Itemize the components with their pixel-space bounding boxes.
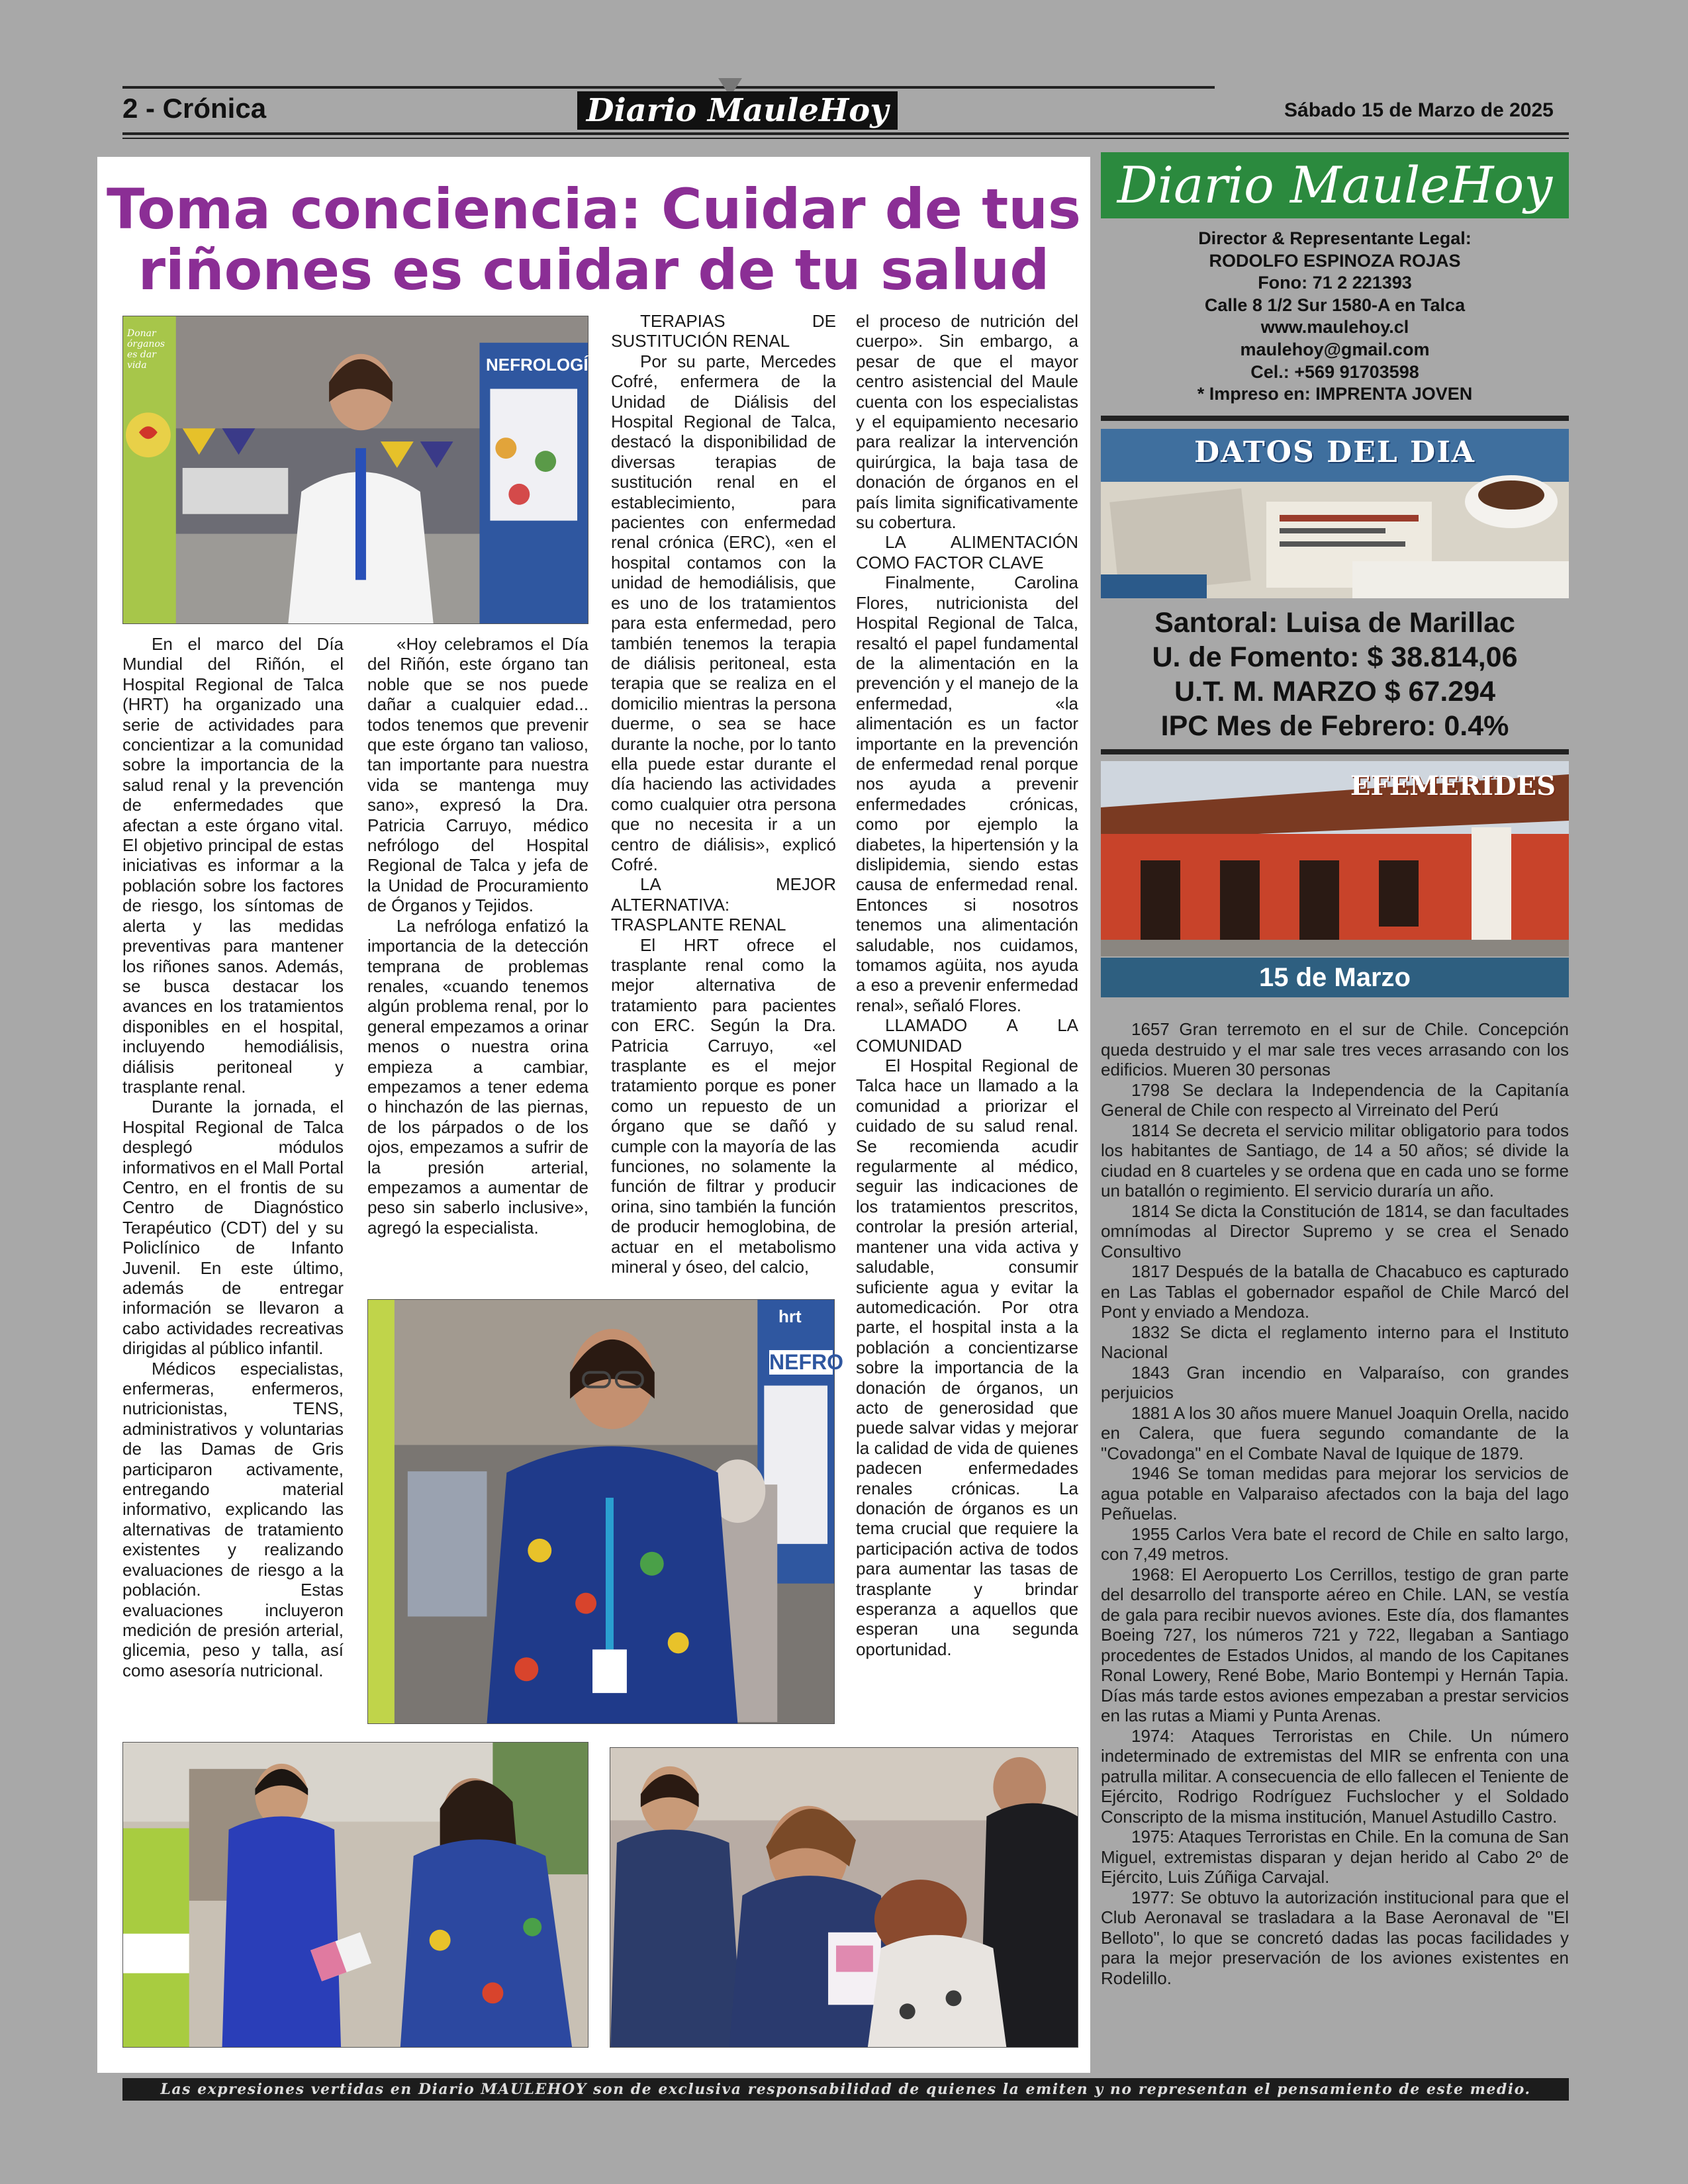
article-paragraph: El HRT ofrece el trasplante renal como la mejor alternativa de tratamiento para pacientes con ERC. Según la Dra. Patricia Carruyo, «el trasplante es el mejor tratamiento porque es poner como un repuesto de un órgano que se dañó y cumple con la mayoría de las funciones, no solamente la función de filtrar y producir orina, sino también la función de producir hemoglobina, de actuar en el metabolismo mineral y óseo, del calcio, xyxy=(611,934,836,1277)
sidebar-rule xyxy=(1101,749,1569,754)
header-rule-bottom-thin xyxy=(122,138,1569,139)
stat-uf: U. de Fomento: $ 38.814,06 xyxy=(1152,641,1518,673)
article-column-1 xyxy=(122,634,344,1680)
contact-line: Calle 8 1/2 Sur 1580-A en Talca xyxy=(1204,295,1466,315)
efemeride-item: 1968: El Aeropuerto Los Cerrillos, testigo de gran parte del desarrollo del transporte aéreo en Chile. LAN, se vestía de gala para recibir nuevos aviones. Este día, dos flamantes Boeing 727, los números 721 y 722, llegaban a Santiago procedentes de Estados Unidos, al mando de los Capitanes Ronal Lowery, René Bobe, Mario Bontempi y Hernán Tapia. Días más tarde estos aviones empezaban a prestar servicios en las rutas a Miami y Punta Arenas. xyxy=(1101,1564,1569,1725)
datos-del-dia-banner xyxy=(1101,429,1569,598)
article-paragraph: En el marco del Día Mundial del Riñón, el Hospital Regional de Talca (HRT) ha organizado una serie de actividades para concientizar a la comunidad sobre la importancia de la salud renal y la prevención de enfermedades que afectan a este órgano vital. El objetivo principal de estas iniciativas es informar a la población sobre los factores de riesgo, los síntomas de alerta y las medidas preventivas para mantener los riñones sanos. Además, se busca destacar los avances en los tratamientos disponibles en el hospital, incluyendo hemodiálisis, diálisis peritoneal y trasplante renal. xyxy=(122,634,344,1097)
efemeride-item: 1817 Después de la batalla de Chacabuco es capturado en Las Tablas el gobernador español de Chile Marcó del Pont y enviado a Mendoza. xyxy=(1101,1261,1569,1322)
article-paragraph: Durante la jornada, el Hospital Regional de Talca desplegó módulos informativos en el Mall Portal Centro, en el frontis de su Centro de Diagnóstico Terapéutico (CDT) del y su Policlínico de Infanto Juvenil. En este último, además de entregar información se llevaron a cabo actividades recreativas dirigidas al público infantil. xyxy=(122,1097,344,1359)
photo-risk-evaluation xyxy=(610,1747,1078,2048)
article-paragraph: El Hospital Regional de Talca hace un llamado a la comunidad a priorizar el cuidado de su salud renal. Se recomienda acudir regularmente al médico, seguir las indicaciones de los tratamientos prescritos, controlar la presión arterial, mantener una vida activa y saludable, consumir suficiente agua y evitar la automedicación. Por otra parte, el hospital insta a la población a concientizarse sobre la importancia de la donación de órganos, un acto de generosidad que puede salvar vidas y mejorar la calidad de vida de quienes padecen enfermedades renales crónicas. La donación de órganos es un tema crucial que requiere la participación activa de todos para aumentar las tasas de trasplante y brindar esperanza a aquellos que esperan una segunda oportunidad. xyxy=(856,1056,1078,1659)
photo-banner-text: NEFRO xyxy=(769,1350,843,1374)
article-paragraph: el proceso de nutrición del cuerpo». Sin embargo, a pesar de que el mayor centro asistencial del Maule cuenta con los especialistas y el equipamiento necesario para realizar la intervención quirúrgica, la baja tasa de donación de órganos en el país limita significativamente su cobertura. xyxy=(856,311,1078,533)
article-subheading: TERAPIAS DE SUSTITUCIÓN RENAL xyxy=(611,311,836,351)
article-paragraph: Por su parte, Mercedes Cofré, enfermera de la Unidad de Diálisis del Hospital Regional de Talca, destacó la disponibilidad de diversas terapias de sustitución renal en el establecimiento, para pacientes con enfermedad renal crónica (ERC), «en el hospital contamos con la unidad de hemodiálisis, que es uno de los tratamientos para esta enfermedad, pero también tenemos la terapia de diálisis peritoneal, esta terapia que se realiza en el domicilio mientras la persona duerme, o sea se hace durante la noche, por lo tanto ella puede estar durante el día haciendo las actividades como cualquier otra persona que no necesita ir a un centro de diálisis», explicó Cofré. xyxy=(611,351,836,874)
contact-line: Cel.: +569 91703598 xyxy=(1250,361,1419,382)
photo-young-man-brochure xyxy=(122,1742,588,2048)
article-column-4 xyxy=(856,311,1078,1659)
efemeride-item: 1832 Se dicta el reglamento interno para el Instituto Nacional xyxy=(1101,1322,1569,1362)
contact-line: * Impreso en: IMPRENTA JOVEN xyxy=(1197,384,1473,404)
photo-brand-text: hrt xyxy=(778,1306,802,1326)
section-label: 2 - Crónica xyxy=(122,93,267,124)
stat-santoral: Santoral: Luisa de Marillac xyxy=(1154,607,1515,639)
photo-banner-text: NEFROLOGÍA xyxy=(486,355,601,375)
contact-line: www.maulehoy.cl xyxy=(1260,317,1409,338)
efemeride-item: 1955 Carlos Vera bate el record de Chile en salto largo, con 7,49 metros. xyxy=(1101,1524,1569,1564)
stat-ipc: IPC Mes de Febrero: 0.4% xyxy=(1160,710,1509,742)
issue-date: Sábado 15 de Marzo de 2025 xyxy=(1284,99,1554,121)
photo-sign-text: Donar órganos es dar vida xyxy=(127,328,165,371)
article-paragraph: «Hoy celebramos el Día del Riñón, este órgano tan noble que se nos puede dañar a cualquier edad... todos tenemos que prevenir que este órgano tan valioso, tan importante para nuestra vida se mantenga muy sano», expresó la Dra. Patricia Carruyo, médico nefrólogo del Hospital Regional de Talca y jefa de la Unidad de Procuramiento de Órganos y Tejidos. xyxy=(367,634,588,916)
article-column-2 xyxy=(367,634,588,1238)
efemerides-date-banner: 15 de Marzo xyxy=(1101,958,1569,997)
contact-line: Fono: 71 2 221393 xyxy=(1258,273,1412,293)
contact-line: RODOLFO ESPINOZA ROJAS xyxy=(1209,250,1461,271)
article-subheading: LLAMADO A LA COMUNIDAD xyxy=(856,1015,1078,1056)
headline-line-1: Toma conciencia: Cuidar de tus xyxy=(106,177,1082,242)
efemeride-item: 1974: Ataques Terroristas en Chile. Un número indeterminado de extremistas del MIR se enfrenta con una patrulla militar. A consecuencia de ello fallecen el Teniente de Ejército, Rodrigo Rodríguez Fuchslocher y el Soldado Conscripto de la misma institución, Manuel Astudillo Castro. xyxy=(1101,1725,1569,1827)
efemeride-item: 1843 Gran incendio en Valparaíso, con grandes perjuicios xyxy=(1101,1362,1569,1402)
efemeride-item: 1814 Se decreta el servicio militar obligatorio para todos los habitantes de Santiago, de 14 a 50 años; sé divide la ciudad en 8 cuarteles y se ordena que en cada uno se forme un batallón o regimiento. El servicio duraría un año. xyxy=(1101,1120,1569,1201)
header-logo: Diario MauleHoy xyxy=(577,91,898,130)
sidebar-rule xyxy=(1101,416,1569,421)
efemeride-item: 1814 Se dicta la Constitución de 1814, se dan facultades omnímodas al Director Supremo y se crea el Senado Consultivo xyxy=(1101,1201,1569,1261)
sidebar-brand-logo: Diario MauleHoy xyxy=(1101,152,1569,218)
footer-disclaimer: Las expresiones vertidas en Diario MAULEHOY son de exclusiva responsabilidad de quienes la emiten y no representan el pensamiento de este medio. xyxy=(122,2078,1569,2101)
article-subheading: LA MEJOR ALTERNATIVA: TRASPLANTE RENAL xyxy=(611,874,836,935)
daily-stats xyxy=(1101,606,1569,743)
article-paragraph: La nefróloga enfatizó la importancia de la detección temprana de problemas renales, «cuando tenemos algún problema renal, por lo general empezamos a orinar menos o nuestra orina empieza a cambiar, empezamos a tener edema o hinchazón de las piernas, de los párpados o de los ojos, empezamos a sufrir de la presión arterial, empezamos a aumentar de peso sin saberlo inclusive», agregó la especialista. xyxy=(367,915,588,1238)
efemeride-item: 1977: Se obtuvo la autorización institucional para que el Club Aeronaval se trasladara a la Base Aeronaval de "El Belloto", lo que se concretó dadas las pocas facilidades y para la mejor preservación de los aviones existentes en Rodelillo. xyxy=(1101,1887,1569,1988)
efemeride-item: 1657 Gran terremoto en el sur de Chile. Concepción queda destruido y el mar sale tres veces arrasando con los edificios. Mueren 30 personas xyxy=(1101,1019,1569,1079)
photo-doctor-stand xyxy=(122,316,601,624)
stat-utm: U.T. M. MARZO $ 67.294 xyxy=(1174,676,1496,707)
article-headline xyxy=(97,179,1090,300)
efemeride-item: 1946 Se toman medidas para mejorar los servicios de agua potable en Valparaiso afectados con la baja del lago Peñuelas. xyxy=(1101,1463,1569,1524)
header-rule-top xyxy=(122,86,1215,89)
efemeride-item: 1881 A los 30 años muere Manuel Joaquin Orella, nacido en Calera, que fuera segundo comandante de la "Covadonga" en el Combate Naval de Iquique de 1879. xyxy=(1101,1402,1569,1463)
efemerides-banner xyxy=(1101,761,1569,956)
contact-line: maulehoy@gmail.com xyxy=(1240,339,1430,359)
article-paragraph: Finalmente, Carolina Flores, nutricionista del Hospital Regional de Talca, resaltó el papel fundamental de la alimentación en la prevención y el manejo de la enfermedad, «la alimentación es un factor importante en la prevención de enfermedad renal porque nos ayuda a prevenir enfermedades crónicas, como por ejemplo la diabetes, la hipertensión y la dislipidemia, siendo estas causa de enfermedad renal. Entonces si nosotros tenemos una alimentación saludable, nos cuidamos, tomamos agüita, nos ayuda a eso a prevenir enfermedad renal», señaló Flores. xyxy=(856,572,1078,1015)
efemeride-item: 1975: Ataques Terroristas en Chile. En la comuna de San Miguel, extremistas disparan y dejan herido al Cabo 2º de Ejército, Luis Zúñiga Carvajal. xyxy=(1101,1827,1569,1887)
efemerides-title: EFEMERIDES xyxy=(1350,770,1556,801)
header-rule-bottom xyxy=(122,132,1569,135)
masthead-contact xyxy=(1101,228,1569,406)
article-subheading: LA ALIMENTACIÓN COMO FACTOR CLAVE xyxy=(856,532,1078,572)
contact-line: Director & Representante Legal: xyxy=(1198,228,1472,248)
article-paragraph: Médicos especialistas, enfermeras, enfermeros, nutricionistas, TENS, administrativos y voluntarias de las Damas de Gris participaron activamente, entregando material informativo, explicando las alternativas de tratamiento existentes y realizando evaluaciones de riesgo a la población. Estas evaluaciones incluyeron medición de presión arterial, glicemia, peso y talla, así como asesoría nutricional. xyxy=(122,1358,344,1680)
datos-del-dia-title: DATOS DEL DIA xyxy=(1194,435,1476,469)
photo-nurse-speaking xyxy=(367,1299,843,1724)
efemeride-item: 1798 Se declara la Independencia de la Capitanía General de Chile con respecto al Virreinato del Perú xyxy=(1101,1079,1569,1120)
headline-line-2: riñones es cuidar de tu salud xyxy=(138,238,1050,302)
efemerides-list xyxy=(1101,1019,1569,1988)
article-column-3 xyxy=(611,311,836,1277)
